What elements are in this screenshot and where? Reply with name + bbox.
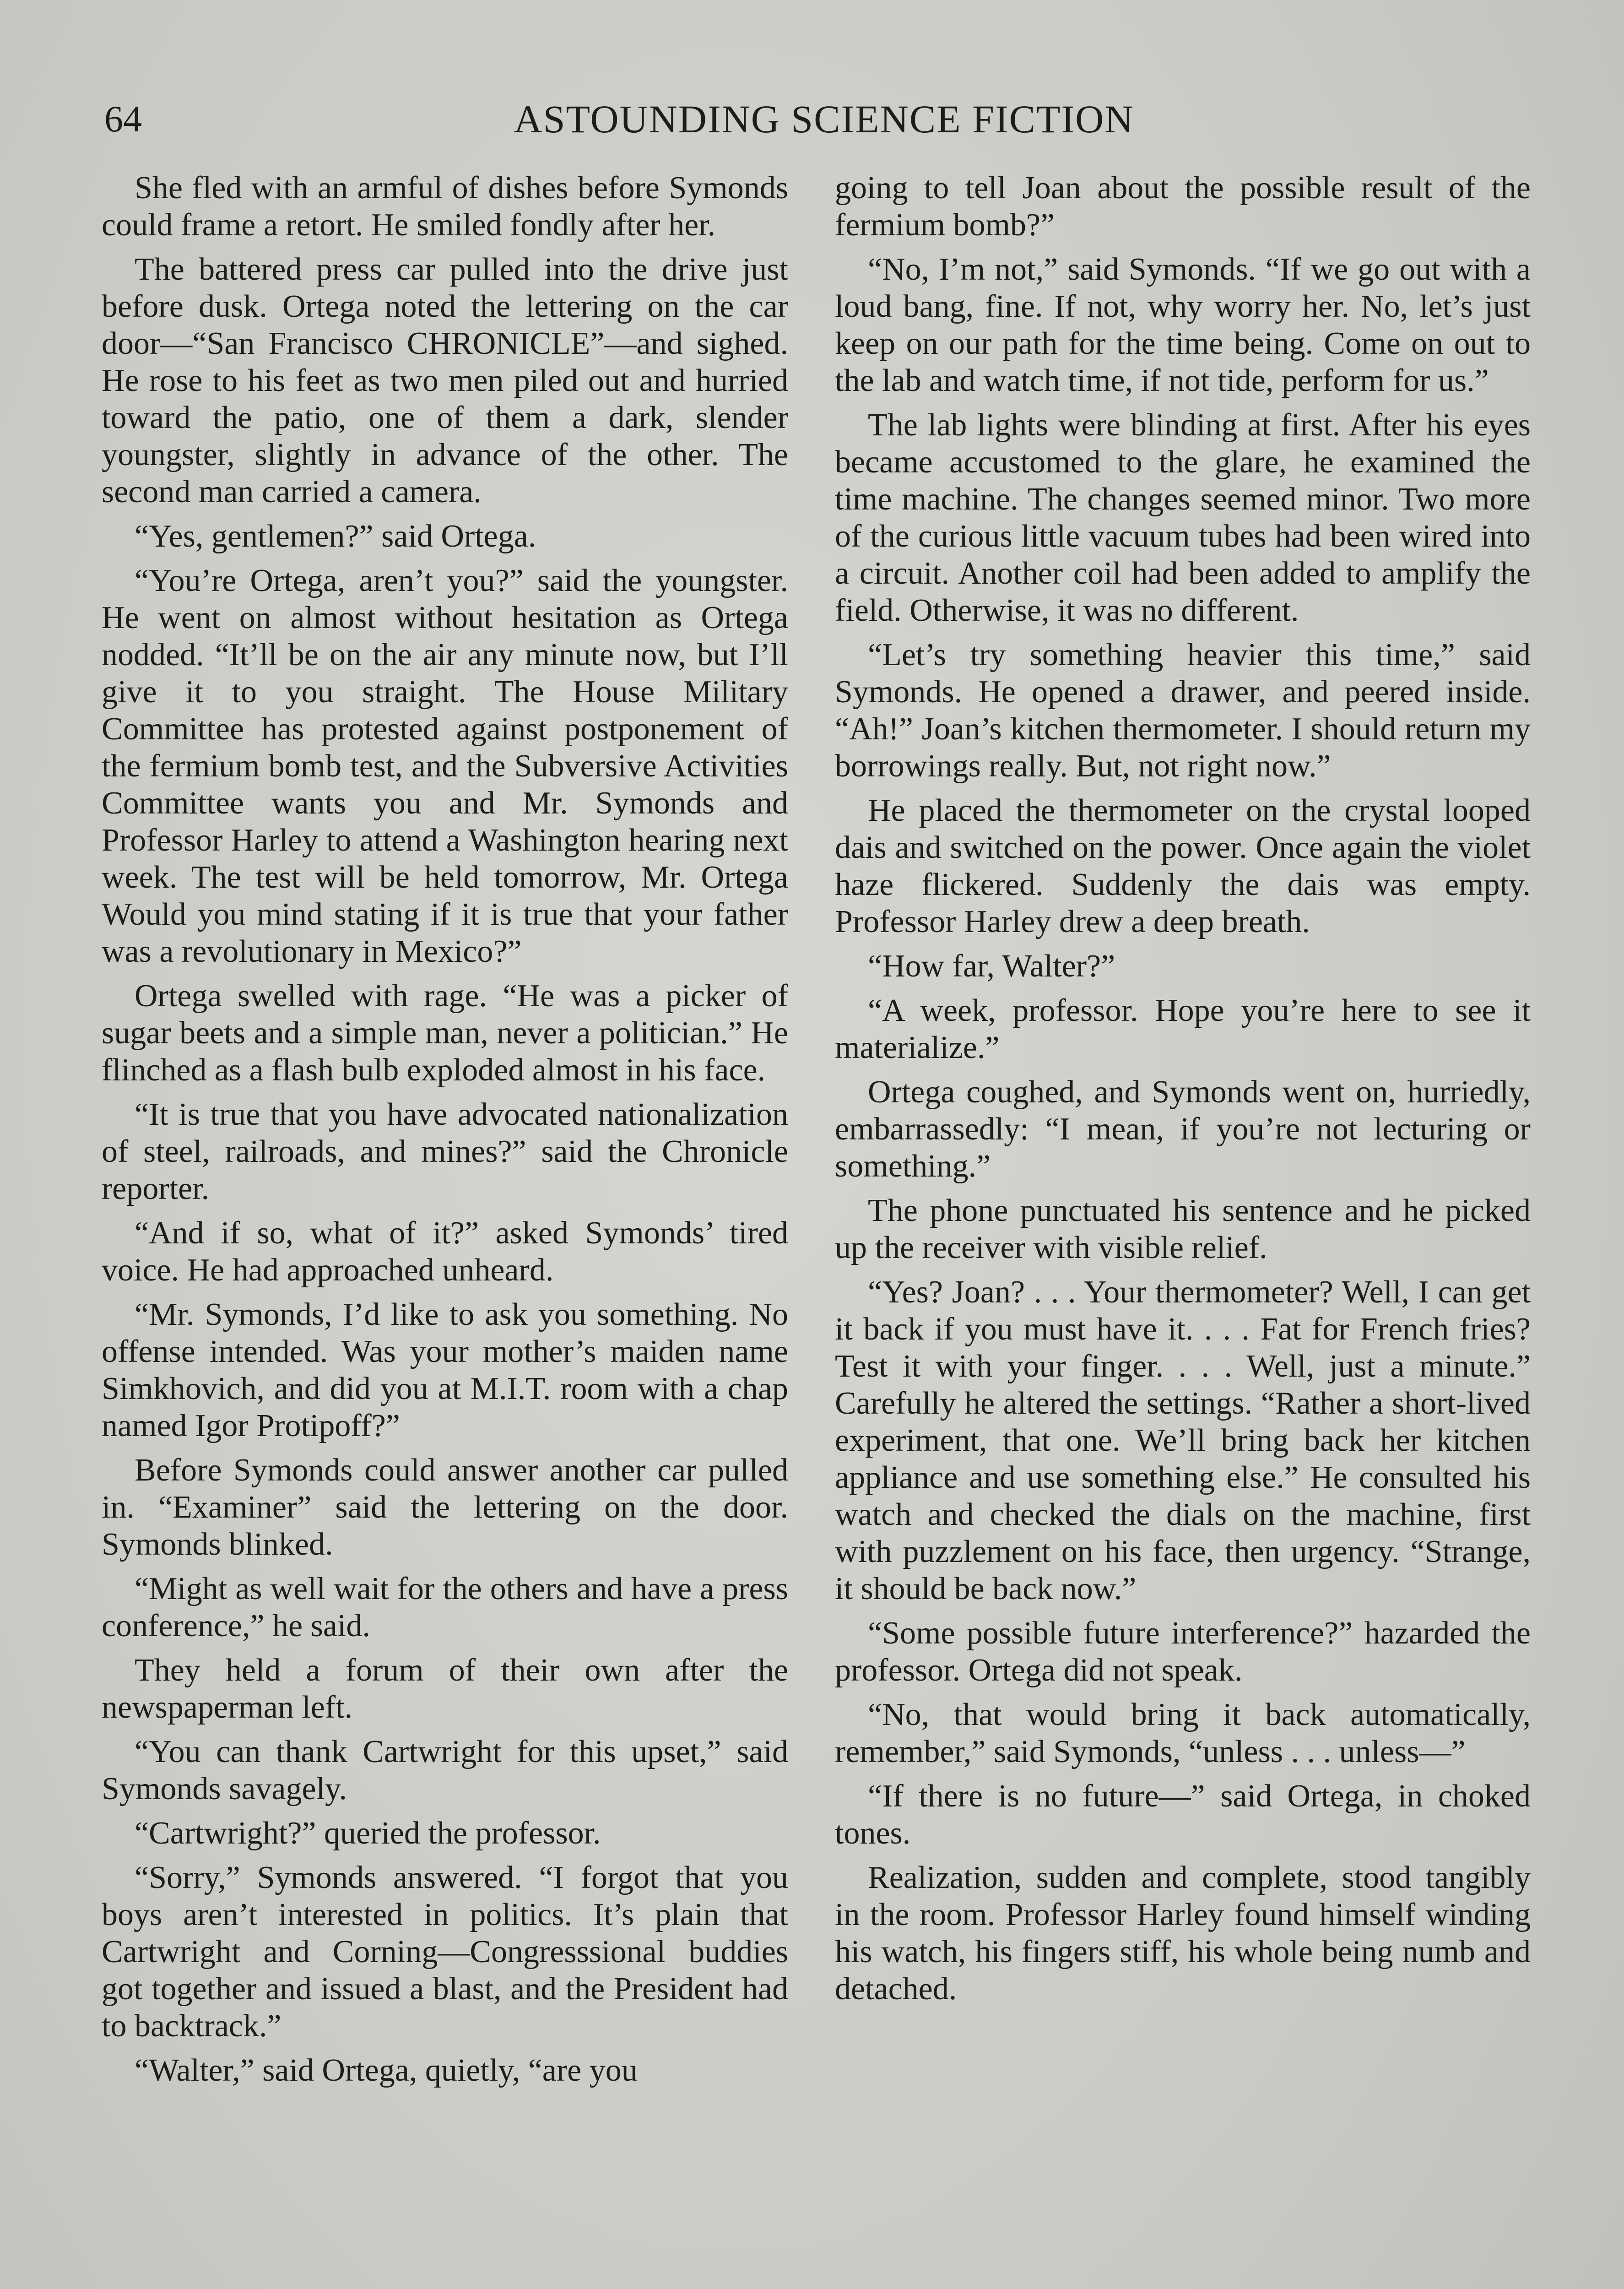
paragraph: They held a forum of their own after the newspaperman left. (102, 1653, 788, 1725)
paragraph: Ortega coughed, and Symonds went on, hurriedly, embarrassedly: “I mean, if you’re not lecturing or something.” (835, 1074, 1531, 1184)
paragraph: “A week, professor. Hope you’re here to see it materialize.” (835, 993, 1531, 1065)
paragraph: Before Symonds could answer another car pulled in. “Examiner” said the lettering on the door. Symonds blinked. (102, 1453, 788, 1562)
paragraph: He placed the thermometer on the crystal looped dais and switched on the power. Once again the violet haze flickered. Suddenly the dais was empty. Professor Harley drew a deep breath. (835, 793, 1531, 939)
paragraph: “It is true that you have advocated nationalization of steel, railroads, and mines?” said the Chronicle reporter. (102, 1097, 788, 1206)
paragraph: She fled with an armful of dishes before Symonds could frame a retort. He smiled fondly after her. (102, 170, 788, 243)
paragraph: “Sorry,” Symonds answered. “I forgot that you boys aren’t interested in politics. It’s plain that Cartwright and Corning—Congresssional buddies got together and issued a blast, and the President had to backtrack.” (102, 1860, 788, 2044)
paragraph: Ortega swelled with rage. “He was a picker of sugar beets and a simple man, never a politician.” He flinched as a flash bulb exploded almost in his face. (102, 978, 788, 1088)
left-column (102, 169, 788, 2096)
running-title: ASTOUNDING SCIENCE FICTION (514, 97, 1134, 141)
paragraph: “Yes, gentlemen?” said Ortega. (135, 519, 536, 554)
page-number: 64 (104, 98, 142, 140)
paragraph: “Mr. Symonds, I’d like to ask you something. No offense intended. Was your mother’s maiden name Simkhovich, and did you at M.I.T. room with a chap named Igor Protipoff?” (102, 1297, 788, 1443)
paragraph: “Yes? Joan? . . . Your thermometer? Well, I can get it back if you must have it. . . . Fat for French fries? Test it with your finger. . . . Well, just a minute.” Carefully he altered the settings. “Rather a short-lived experiment, that one. We’ll bring back her kitchen appliance and use something else.” He consulted his watch and checked the dials on the machine, first with puzzlement on his face, then urgency. “Strange, it should be back now.” (835, 1275, 1531, 1606)
right-column (835, 169, 1531, 2015)
paragraph: “How far, Walter?” (868, 949, 1115, 984)
paragraph: “Let’s try something heavier this time,” said Symonds. He opened a drawer, and peered inside. “Ah!” Joan’s kitchen thermometer. I should return my borrowings really. But, not right now.” (835, 637, 1531, 784)
paragraph: The lab lights were blinding at first. After his eyes became accustomed to the glare, he examined the time machine. The changes seemed minor. Two more of the curious little vacuum tubes had been wired into a circuit. Another coil had been added to amplify the field. Otherwise, it was no different. (835, 407, 1531, 628)
paragraph: Realization, sudden and complete, stood tangibly in the room. Professor Harley found himself winding his watch, his fingers stiff, his whole being numb and detached. (835, 1860, 1531, 2007)
paragraph-continuation: going to tell Joan about the possible result of the fermium bomb?” (835, 170, 1531, 243)
paragraph: “You can thank Cartwright for this upset,” said Symonds savagely. (102, 1734, 788, 1806)
paragraph: “Walter,” said Ortega, quietly, “are you (135, 2053, 638, 2088)
paragraph: “Cartwright?” queried the professor. (135, 1816, 601, 1851)
paragraph: “No, that would bring it back automatically, remember,” said Symonds, “unless . . . unless—” (835, 1697, 1531, 1769)
paragraph: “You’re Ortega, aren’t you?” said the youngster. He went on almost without hesitation as Ortega nodded. “It’ll be on the air any minute now, but I’ll give it to you straight. The House Military Committee has protested against postponement of the fermium bomb test, and the Subversive Activities Committee wants you and Mr. Symonds and Professor Harley to attend a Washington hearing next week. The test will be held tomorrow, Mr. Ortega Would you mind stating if it is true that your father was a revolutionary in Mexico?” (102, 563, 788, 969)
paragraph: “Might as well wait for the others and have a press conference,” he said. (102, 1571, 788, 1644)
paragraph: “If there is no future—” said Ortega, in choked tones. (835, 1779, 1531, 1851)
paragraph: “And if so, what of it?” asked Symonds’ tired voice. He had approached unheard. (102, 1215, 788, 1288)
page-header (92, 92, 1538, 146)
paragraph: “Some possible future interference?” hazarded the professor. Ortega did not speak. (835, 1616, 1531, 1688)
paragraph: “No, I’m not,” said Symonds. “If we go out with a loud bang, fine. If not, why worry her. No, let’s just keep on our path for the time being. Come on out to the lab and watch time, if not tide, perform for us.” (835, 252, 1531, 398)
paragraph: The phone punctuated his sentence and he picked up the receiver with visible relief. (835, 1193, 1531, 1265)
paragraph: The battered press car pulled into the drive just before dusk. Ortega noted the lettering on the car door—“San Francisco CHRONICLE”—and sighed. He rose to his feet as two men piled out and hurried toward the patio, one of them a dark, slender youngster, slightly in advance of the other. The second man carried a camera. (102, 252, 788, 510)
